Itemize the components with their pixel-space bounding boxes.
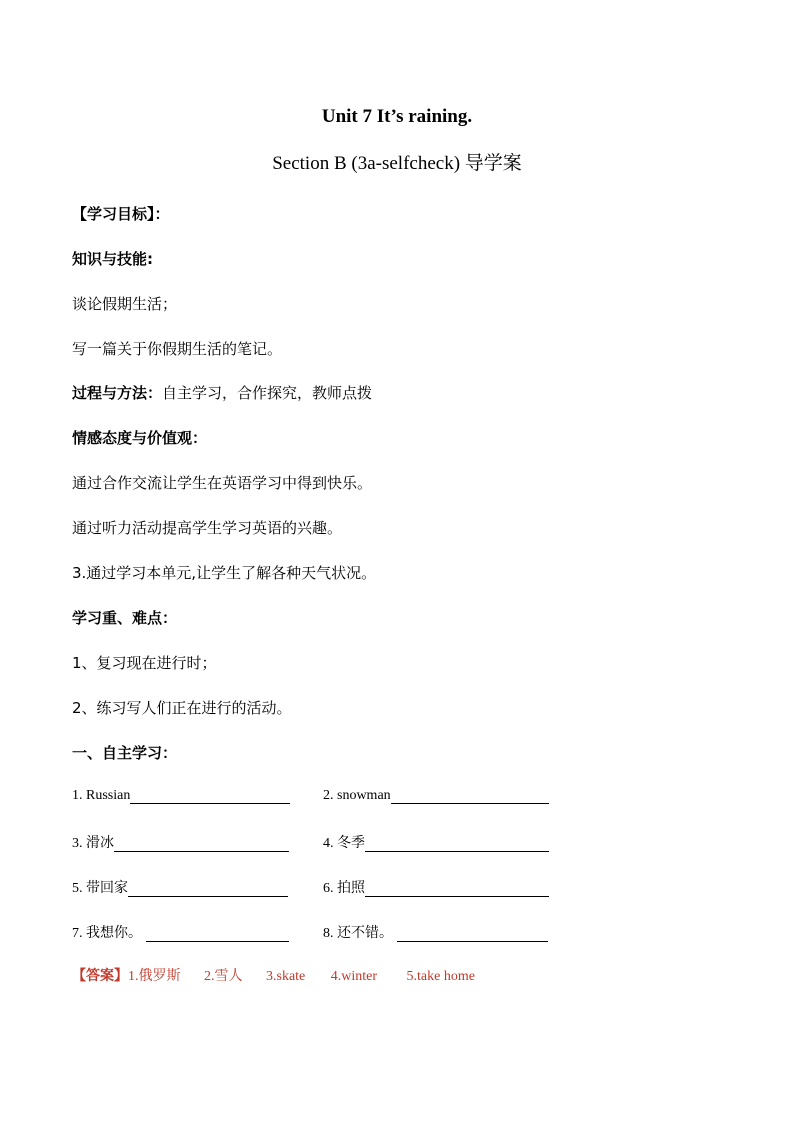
answer-blank[interactable] [391,789,549,804]
exercise-item-2 [323,788,549,804]
emotion-item-3: 3.通过学习本单元,让学生了解各种天气状况。 [72,564,377,582]
answer-item: 5.take home [406,969,475,984]
exercise-item-7 [72,922,289,942]
self-study-heading: 一、自主学习： [72,744,178,762]
process-text: 自主学习，合作探究，教师点拨 [162,384,373,402]
knowledge-heading: 知识与技能: [72,250,153,268]
process-line [72,382,372,403]
answer-blank[interactable] [146,927,289,942]
answer-item: 3.skate [266,969,306,984]
answer-blank[interactable] [365,837,549,852]
exercise-label: 4. 冬季 [323,836,365,851]
objectives-heading: 【学习目标】： [72,205,170,223]
knowledge-item-2: 写一篇关于你假期生活的笔记。 [72,340,283,358]
exercise-label: 5. 带回家 [72,881,128,896]
exercise-label: 3. 滑冰 [72,836,114,851]
process-heading: 过程与方法： [72,384,163,402]
answer-heading: 【答案】 [72,968,128,984]
answer-blank[interactable] [397,927,548,942]
document-title: Unit 7 It’s raining. [321,106,473,127]
answer-line [72,965,475,985]
exercise-label: 8. 还不错。 [323,926,393,941]
answer-item: 1.俄罗斯 [128,969,181,984]
exercise-item-1 [72,788,290,804]
exercise-item-5 [72,877,288,897]
emotion-item-2: 通过听力活动提高学生学习英语的兴趣。 [72,519,343,537]
exercise-label: 1. Russian [72,788,131,803]
exercise-item-4 [323,832,549,852]
answer-blank[interactable] [365,882,549,897]
knowledge-item-1: 谈论假期生活； [72,295,178,313]
key-point-1: 1、复习现在进行时； [72,654,217,672]
exercise-item-8 [323,922,548,942]
emotion-heading: 情感态度与价值观： [72,429,208,447]
exercise-label: 7. 我想你。 [72,926,142,941]
document-subtitle: Section B (3a-selfcheck) 导学案 [272,153,522,174]
emotion-item-1: 通过合作交流让学生在英语学习中得到快乐。 [72,474,373,492]
exercise-item-6 [323,877,549,897]
key-points-heading: 学习重、难点： [72,609,178,627]
answer-item: 4.winter [330,969,378,984]
answer-blank[interactable] [128,882,288,897]
answer-blank[interactable] [114,837,289,852]
answer-item: 2.雪人 [204,969,243,984]
exercise-label: 6. 拍照 [323,881,365,896]
answer-blank[interactable] [130,789,290,804]
key-point-2: 2、练习写人们正在进行的活动。 [72,699,292,717]
exercise-label: 2. snowman [323,788,391,803]
exercise-item-3 [72,832,289,852]
